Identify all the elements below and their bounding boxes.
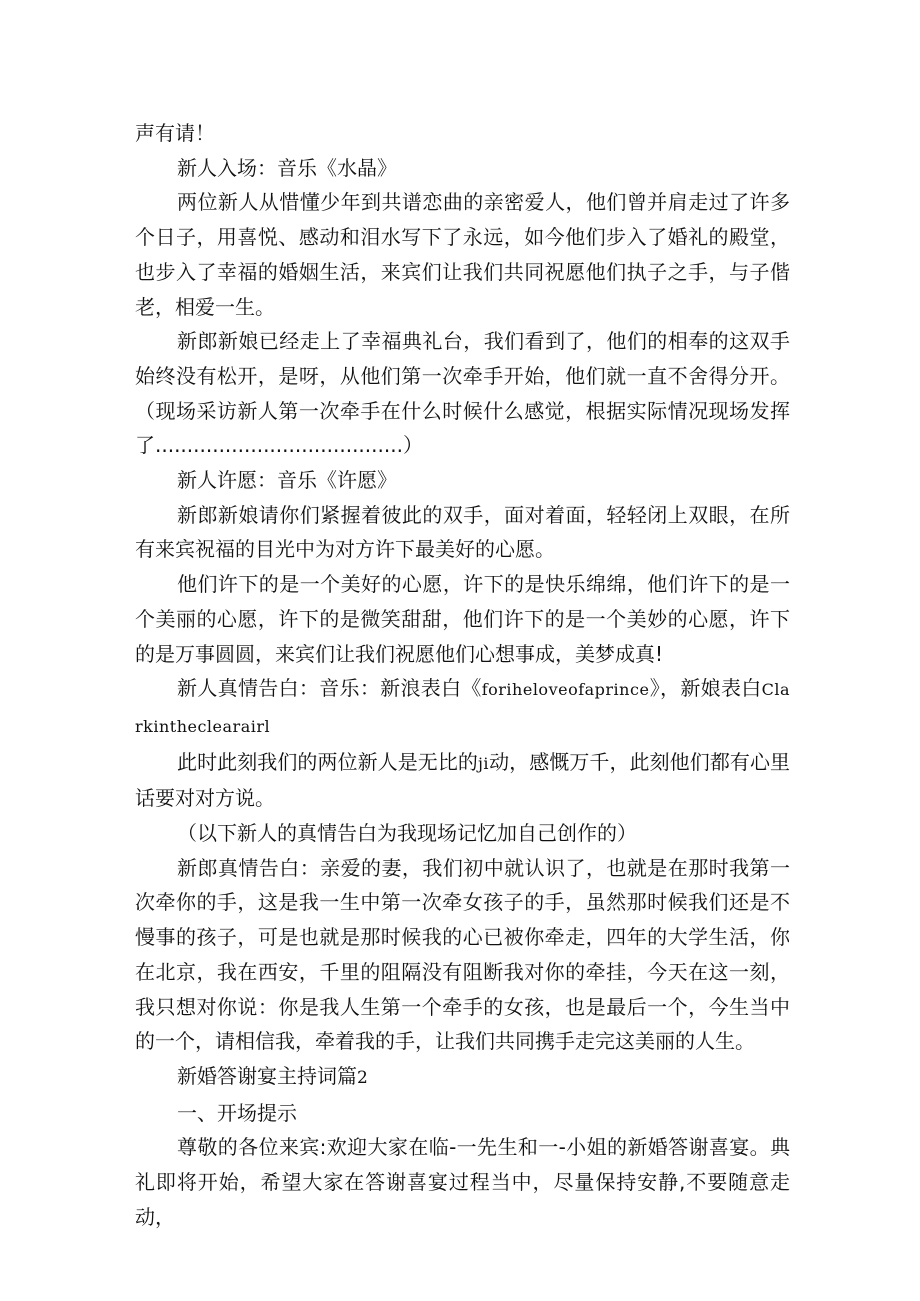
- paragraph-wish-instruction: 新郎新娘请你们紧握着彼此的双手，面对着面，轻轻闭上双眼，在所有来宾祝福的目光中为对方许下最美好的心愿。: [135, 502, 790, 562]
- paragraph-wish-music: 新人许愿：音乐《许愿》: [177, 468, 397, 493]
- emotion-post: 动，感慨万千，此刻他们都有心里话要对对方说。: [135, 749, 791, 811]
- paragraph-groom-confession: 新郎真情告白：亲爱的妻，我们初中就认识了，也就是在那时我第一次牵你的手，这是我一生中第一次牵女孩子的手，虽然那时候我们还是不慢事的孩子，可是也就是那时候我的心已被你牵走，四年的大学生活，你在北京，我在西安，千里的阻隔没有阻断我对你的牵挂，今天在这一刻，我只想对你说：你是我人生第一个牵手的女孩，也是最后一个，今生当中的一个，请相信我，牵着我的手，让我们共同携手走完这美丽的人生。: [135, 855, 790, 1054]
- paragraph-opening: 尊敬的各位来宾:欢迎大家在临-一先生和一-小姐的新婚答谢喜宴。典礼即将开始，希望大家在答谢喜宴过程当中，尽量保持安静,不要随意走动，: [135, 1135, 790, 1229]
- groom-song-title: forihelovеofaprince: [481, 680, 650, 700]
- bride-song-title: Clarkintheclearairl: [135, 680, 791, 736]
- paragraph-note: （以下新人的真情告白为我现场记忆加自己创作的）: [177, 821, 637, 846]
- paragraph-wish-blessing: 他们许下的是一个美好的心愿，许下的是快乐绵绵，他们许下的是一个美丽的心愿，许下的是微笑甜甜，他们许下的是一个美妙的心愿，许下的是万事圆圆，来宾们让我们祝愿他们心想事成，美梦成真!: [135, 572, 790, 666]
- section-title-number: 2: [357, 1067, 368, 1088]
- confession-prefix: 新人真情告白：音乐：新浪表白《: [177, 676, 482, 701]
- paragraph-entrance: 新人入场：音乐《水晶》: [177, 155, 397, 180]
- section-title-text: 新婚答谢宴主持词篇: [177, 1063, 357, 1088]
- paragraph-ceremony-stage: 新郎新娘已经走上了幸福典礼台，我们看到了，他们的相奉的这双手始终没有松开，是呀，从他们第一次牵手开始，他们就一直不舍得分开。（现场采访新人第一次牵手在什么时候什么感觉，根据实际情况现场发挥了.......................................）: [135, 329, 790, 458]
- confession-middle: 》，新娘表白: [649, 676, 762, 701]
- paragraph-invite: 声有请！: [135, 121, 215, 145]
- emotion-latin: ji: [477, 753, 490, 773]
- paragraph-confession-music: [135, 671, 790, 744]
- subheading-opening: 一、开场提示: [177, 1100, 297, 1125]
- paragraph-emotion: [135, 745, 790, 816]
- emotion-pre: 此时此刻我们的两位新人是无比的: [177, 749, 478, 774]
- document-body: [135, 116, 790, 1235]
- section-title: [135, 1059, 790, 1096]
- paragraph-couple-intro: 两位新人从惜懂少年到共谱恋曲的亲密爱人，他们曾并肩走过了许多个日子，用喜悦、感动和泪水写下了永远，如今他们步入了婚礼的殿堂，也步入了幸福的婚姻生活，来宾们让我们共同祝愿他们执子之手，与子偕老，相爱一生。: [135, 190, 790, 319]
